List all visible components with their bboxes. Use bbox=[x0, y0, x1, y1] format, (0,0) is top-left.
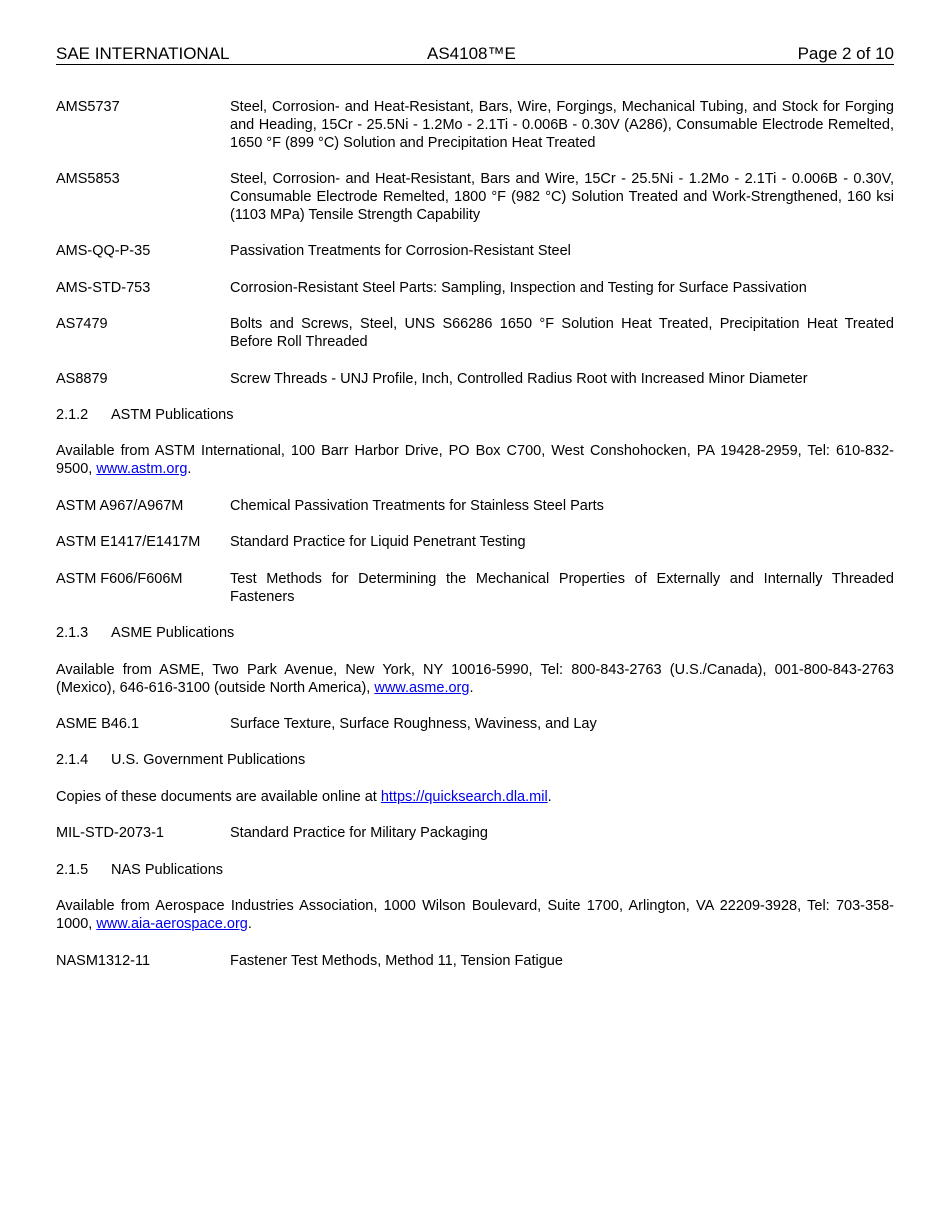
reference-code: ASTM F606/F606M bbox=[56, 571, 183, 587]
availability-paragraph: Available from Aerospace Industries Association, 1000 Wilson Boulevard, Suite 1700, Arlington, VA 22209-3928, Tel: 703-358-1000, www.aia-aerospace.org. bbox=[56, 898, 894, 932]
reference-code: ASME B46.1 bbox=[56, 716, 140, 732]
reference-title: Corrosion-Resistant Steel Parts: Sampling, Inspection and Testing for Surface Passivation bbox=[230, 280, 807, 296]
section-number: 2.1.5 bbox=[56, 862, 89, 878]
section-title: U.S. Government Publications bbox=[111, 752, 306, 768]
reference-code: AMS-QQ-P-35 bbox=[56, 243, 151, 259]
reference-title: Standard Practice for Military Packaging bbox=[230, 825, 488, 841]
reference-title: Standard Practice for Liquid Penetrant Testing bbox=[230, 534, 526, 550]
page-header bbox=[56, 44, 894, 65]
section-number: 2.1.4 bbox=[56, 752, 89, 768]
reference-code: AMS5737 bbox=[56, 99, 120, 115]
reference-title: Bolts and Screws, Steel, UNS S66286 1650 °F Solution Heat Treated, Precipitation Heat Treated Before Roll Threaded bbox=[230, 316, 894, 350]
section-title: NAS Publications bbox=[111, 862, 224, 878]
section-title: ASTM Publications bbox=[111, 407, 234, 423]
reference-title: Chemical Passivation Treatments for Stainless Steel Parts bbox=[230, 498, 604, 514]
reference-title: Screw Threads - UNJ Profile, Inch, Controlled Radius Root with Increased Minor Diameter bbox=[230, 371, 808, 387]
reference-title: Test Methods for Determining the Mechanical Properties of Externally and Internally Threaded Fasteners bbox=[230, 571, 894, 605]
asme-link[interactable]: www.asme.org bbox=[374, 680, 470, 696]
astm-link[interactable]: www.astm.org bbox=[96, 461, 188, 477]
reference-code: AS8879 bbox=[56, 371, 108, 387]
reference-code: ASTM A967/A967M bbox=[56, 498, 184, 514]
aia-link[interactable]: www.aia-aerospace.org bbox=[96, 916, 248, 932]
reference-code: AS7479 bbox=[56, 316, 108, 332]
reference-title: Steel, Corrosion- and Heat-Resistant, Bars and Wire, 15Cr - 25.5Ni - 1.2Mo - 2.1Ti - 0.006B - 0.30V, Consumable Electrode Remelted, 1800 °F (982 °C) Solution Treated and Work-Strengthened, 160 ksi (1103 MPa) Tensile Strength Capability bbox=[230, 171, 894, 223]
section-title: ASME Publications bbox=[111, 625, 235, 641]
availability-paragraph: Copies of these documents are available online at https://quicksearch.dla.mil. bbox=[56, 789, 552, 805]
header-org: SAE INTERNATIONAL bbox=[56, 44, 230, 63]
reference-code: ASTM E1417/E1417M bbox=[56, 534, 201, 550]
reference-code: AMS5853 bbox=[56, 171, 120, 187]
availability-paragraph: Available from ASTM International, 100 Barr Harbor Drive, PO Box C700, West Conshohocken, PA 19428-2959, Tel: 610-832-9500, www.astm.org. bbox=[56, 443, 894, 477]
section-number: 2.1.2 bbox=[56, 407, 89, 423]
section-number: 2.1.3 bbox=[56, 625, 89, 641]
reference-title: Fastener Test Methods, Method 11, Tension Fatigue bbox=[230, 953, 563, 969]
availability-paragraph: Available from ASME, Two Park Avenue, New York, NY 10016-5990, Tel: 800-843-2763 (U.S./Canada), 001-800-843-2763 (Mexico), 646-616-3100 (outside North America), www.asme.org. bbox=[56, 662, 894, 696]
reference-title: Passivation Treatments for Corrosion-Resistant Steel bbox=[230, 243, 571, 259]
header-page-number: Page 2 of 10 bbox=[797, 44, 894, 63]
reference-code: NASM1312-11 bbox=[56, 953, 151, 969]
quicksearch-link[interactable]: https://quicksearch.dla.mil bbox=[380, 789, 548, 805]
reference-title: Surface Texture, Surface Roughness, Waviness, and Lay bbox=[230, 716, 597, 732]
reference-code: MIL-STD-2073-1 bbox=[56, 825, 164, 841]
reference-title: Steel, Corrosion- and Heat-Resistant, Bars, Wire, Forgings, Mechanical Tubing, and Stock for Forging and Heading, 15Cr - 25.5Ni - 1.2Mo - 2.1Ti - 0.006B - 0.30V (A286), Consumable Electrode Remelted, 1650 °F (899 °C) Solution and Precipitation Heat Treated bbox=[230, 99, 894, 151]
reference-code: AMS-STD-753 bbox=[56, 280, 151, 296]
header-doc-number: AS4108™E bbox=[427, 44, 516, 63]
